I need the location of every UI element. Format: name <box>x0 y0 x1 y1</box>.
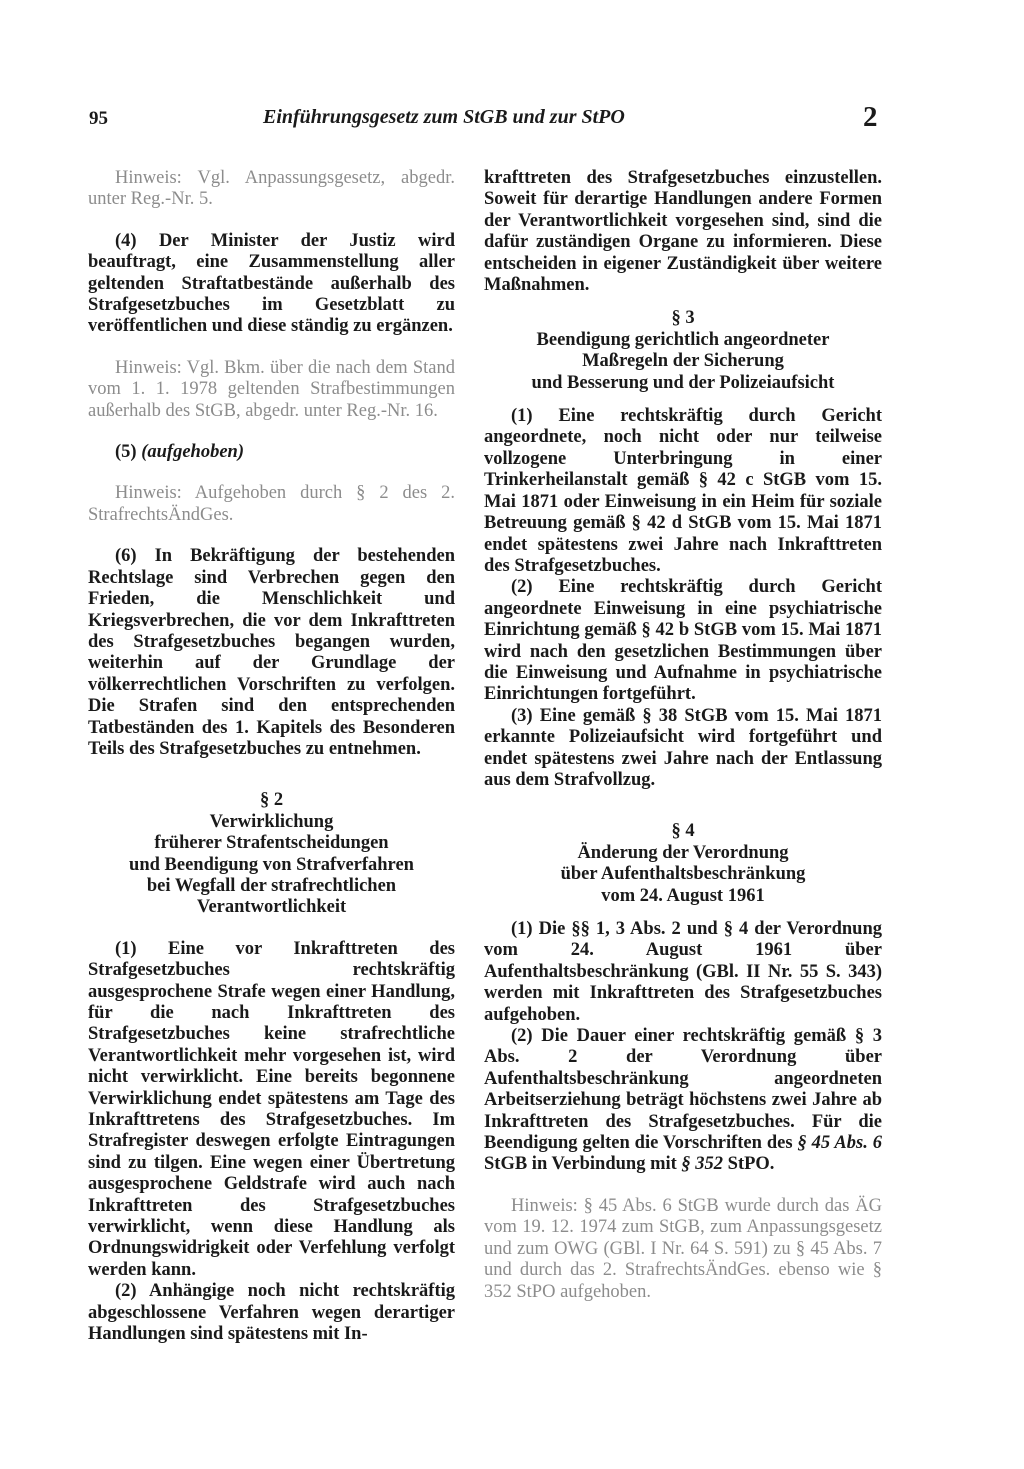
section-2-number: § 2 <box>259 790 284 811</box>
section-2-paragraph-1: (1) Eine vor Inkrafttreten des Strafgesetzbuches rechtskräftig ausgesprochene Strafe wegen einer Handlung, für die nach Inkrafttreten des Strafgesetzbuches keine strafrechtliche Verantwortlichkeit mehr vorgesehen ist, wird nicht verwirklicht. Eine bereits begonnene Verwirklichung endet spätestens am Tage des Inkrafttretens des Strafgesetzbuches. Im Strafregister deswegen erfolgte Eintragungen sind zu tilgen. Eine wegen einer Übertretung ausgesprochene Geldstrafe wird auch nach Inkrafttreten des Strafgesetzbuches verwirklicht, wenn diese Handlung als Ordnungswidrigkeit oder Verfehlung verfolgt werden kann. <box>88 938 455 1280</box>
note-45-abs-6: Hinweis: § 45 Abs. 6 StGB wurde durch das ÄG vom 19. 12. 1974 zum StGB, zum Anpassungsgesetz und zum OWG (GBl. I Nr. 64 S. 591) zu § 45 Abs. 7 und durch das 2. StrafrechtsÄndGes. ebenso wie § 352 StPO aufgehoben. <box>484 1195 882 1302</box>
section-4-paragraph-2 <box>484 1026 882 1176</box>
section-4-paragraph-2-ref-45: § 45 Abs. 6 <box>797 1133 883 1154</box>
section-4-paragraph-2-text-c: StGB in Verbindung mit <box>484 1154 677 1175</box>
running-head-title: Einführungsgesetz zum StGB und zur StPO <box>263 106 625 128</box>
note-bkm: Hinweis: Vgl. Bkm. über die nach dem Stand vom 1. 1. 1978 geltenden Strafbestimmungen außerhalb des StGB, abgedr. unter Reg.-Nr. 16. <box>88 357 455 421</box>
section-4-title-line-2: über Aufenthaltsbeschränkung <box>560 864 806 885</box>
paragraph-6: (6) In Bekräftigung der bestehenden Rechtslage sind Verbrechen gegen den Frieden, die Menschlichkeit und Kriegsverbrechen, die vor dem Inkrafttreten des Strafgesetzbuches begangen wurden, weiterhin auf der Grundlage der völkerrechtlichen Vorschriften zu verfolgen. Die Strafen sind den entsprechenden Tatbeständen des 1. Kapitels des Besonderen Teils des Strafgesetzbuches zu entnehmen. <box>88 546 455 759</box>
section-4-paragraph-1: (1) Die §§ 1, 3 Abs. 2 und § 4 der Verordnung vom 24. August 1961 über Aufenthaltsbeschränkung (GBl. II Nr. 55 S. 343) werden mit Inkrafttreten des Strafgesetzbuches aufgehoben. <box>484 919 882 1025</box>
section-4-title-line-3: vom 24. August 1961 <box>601 885 765 906</box>
section-4-paragraph-2-text-e: StPO. <box>727 1154 775 1175</box>
note-anpassungsgesetz: Hinweis: Vgl. Anpassungsgesetz, abgedr. unter Reg.-Nr. 5. <box>88 168 455 210</box>
section-3-title-line-1: Beendigung gerichtlich angeordneter <box>536 329 830 350</box>
section-2-paragraph-2: (2) Anhängige noch nicht rechtskräftig abgeschlossene Verfahren wegen derartiger Handlungen sind spätestens mit In- <box>88 1281 455 1345</box>
page-header <box>0 0 1024 150</box>
paragraph-5 <box>88 442 455 463</box>
paragraph-4: (4) Der Minister der Justiz wird beauftragt, eine Zusammenstellung aller geltenden Straftatbestände außerhalb des Strafgesetzbuches im Gesetzblatt zu veröffentlichen und diese ständig zu ergänzen. <box>88 230 455 337</box>
left-column <box>88 168 455 1346</box>
section-3-title-line-3: und Besserung und der Polizeiaufsicht <box>531 372 835 393</box>
section-4-number: § 4 <box>671 821 695 842</box>
page-number: 95 <box>89 108 108 129</box>
note-aufgehoben: Hinweis: Aufgehoben durch § 2 des 2. StrafrechtsÄndGes. <box>88 483 455 525</box>
section-2-title-line-4: bei Wegfall der strafrechtlichen <box>146 875 397 896</box>
section-3-paragraph-3: (3) Eine gemäß § 38 StGB vom 15. Mai 1871 erkannte Polizeiaufsicht wird fortgeführt und endet spätestens zwei Jahre nach der Entlassung aus dem Strafvollzug. <box>484 705 882 790</box>
section-2-title-line-2: früherer Strafentscheidungen <box>154 833 389 854</box>
section-2-paragraph-2-continued: krafttreten des Strafgesetzbuches einzustellen. Soweit für derartige Handlungen andere Formen der Verantwortlichkeit vorgesehen sind, sind die dafür zuständigen Organe zu informieren. Diese entscheiden in eigener Zuständigkeit über weitere Maßnahmen. <box>484 168 882 296</box>
paragraph-5-number: (5) <box>115 442 137 463</box>
paragraph-5-text: (aufgehoben) <box>141 442 244 463</box>
section-4-title-line-1: Änderung der Verordnung <box>577 842 789 863</box>
section-2-title-line-3: und Beendigung von Strafverfahren <box>129 854 414 875</box>
chapter-number: 2 <box>863 101 878 133</box>
section-4-paragraph-2-text-a: (2) Die Dauer einer rechtskräftig gemäß § 3 Abs. 2 der Verordnung über Aufenthaltsbeschränkung angeordneten Arbeitserziehung beträgt höchstens zwei Jahre ab Inkrafttreten des Strafgesetzbuches. Für die Beendigung gelten die Vorschriften des <box>484 1026 882 1154</box>
section-3-number: § 3 <box>671 308 695 329</box>
section-4-paragraph-2-ref-352: § 352 <box>681 1154 724 1175</box>
section-3-title-line-2: Maßregeln der Sicherung <box>582 351 784 372</box>
right-column <box>484 168 882 1303</box>
section-2-title-line-5: Verantwortlichkeit <box>196 897 347 918</box>
section-3-paragraph-1: (1) Eine rechtskräftig durch Gericht angeordnete, noch nicht oder nur teilweise vollzogene Unterbringung in einer Trinkerheilanstalt gemäß § 42 c StGB vom 15. Mai 1871 oder Einweisung in ein Heim für soziale Betreuung gemäß § 42 d StGB vom 15. Mai 1871 endet spätestens zwei Jahre nach Inkrafttreten des Strafgesetzbuches. <box>484 406 882 576</box>
section-3-paragraph-2: (2) Eine rechtskräftig durch Gericht angeordnete Einweisung in eine psychiatrische Einrichtung gemäß § 42 b StGB vom 15. Mai 1871 wird nach den gesetzlichen Bestimmungen über die Einweisung und Aufnahme in psychiatrische Einrichtungen fortgeführt. <box>484 577 882 705</box>
section-2-title-line-1: Verwirklichung <box>209 811 334 832</box>
